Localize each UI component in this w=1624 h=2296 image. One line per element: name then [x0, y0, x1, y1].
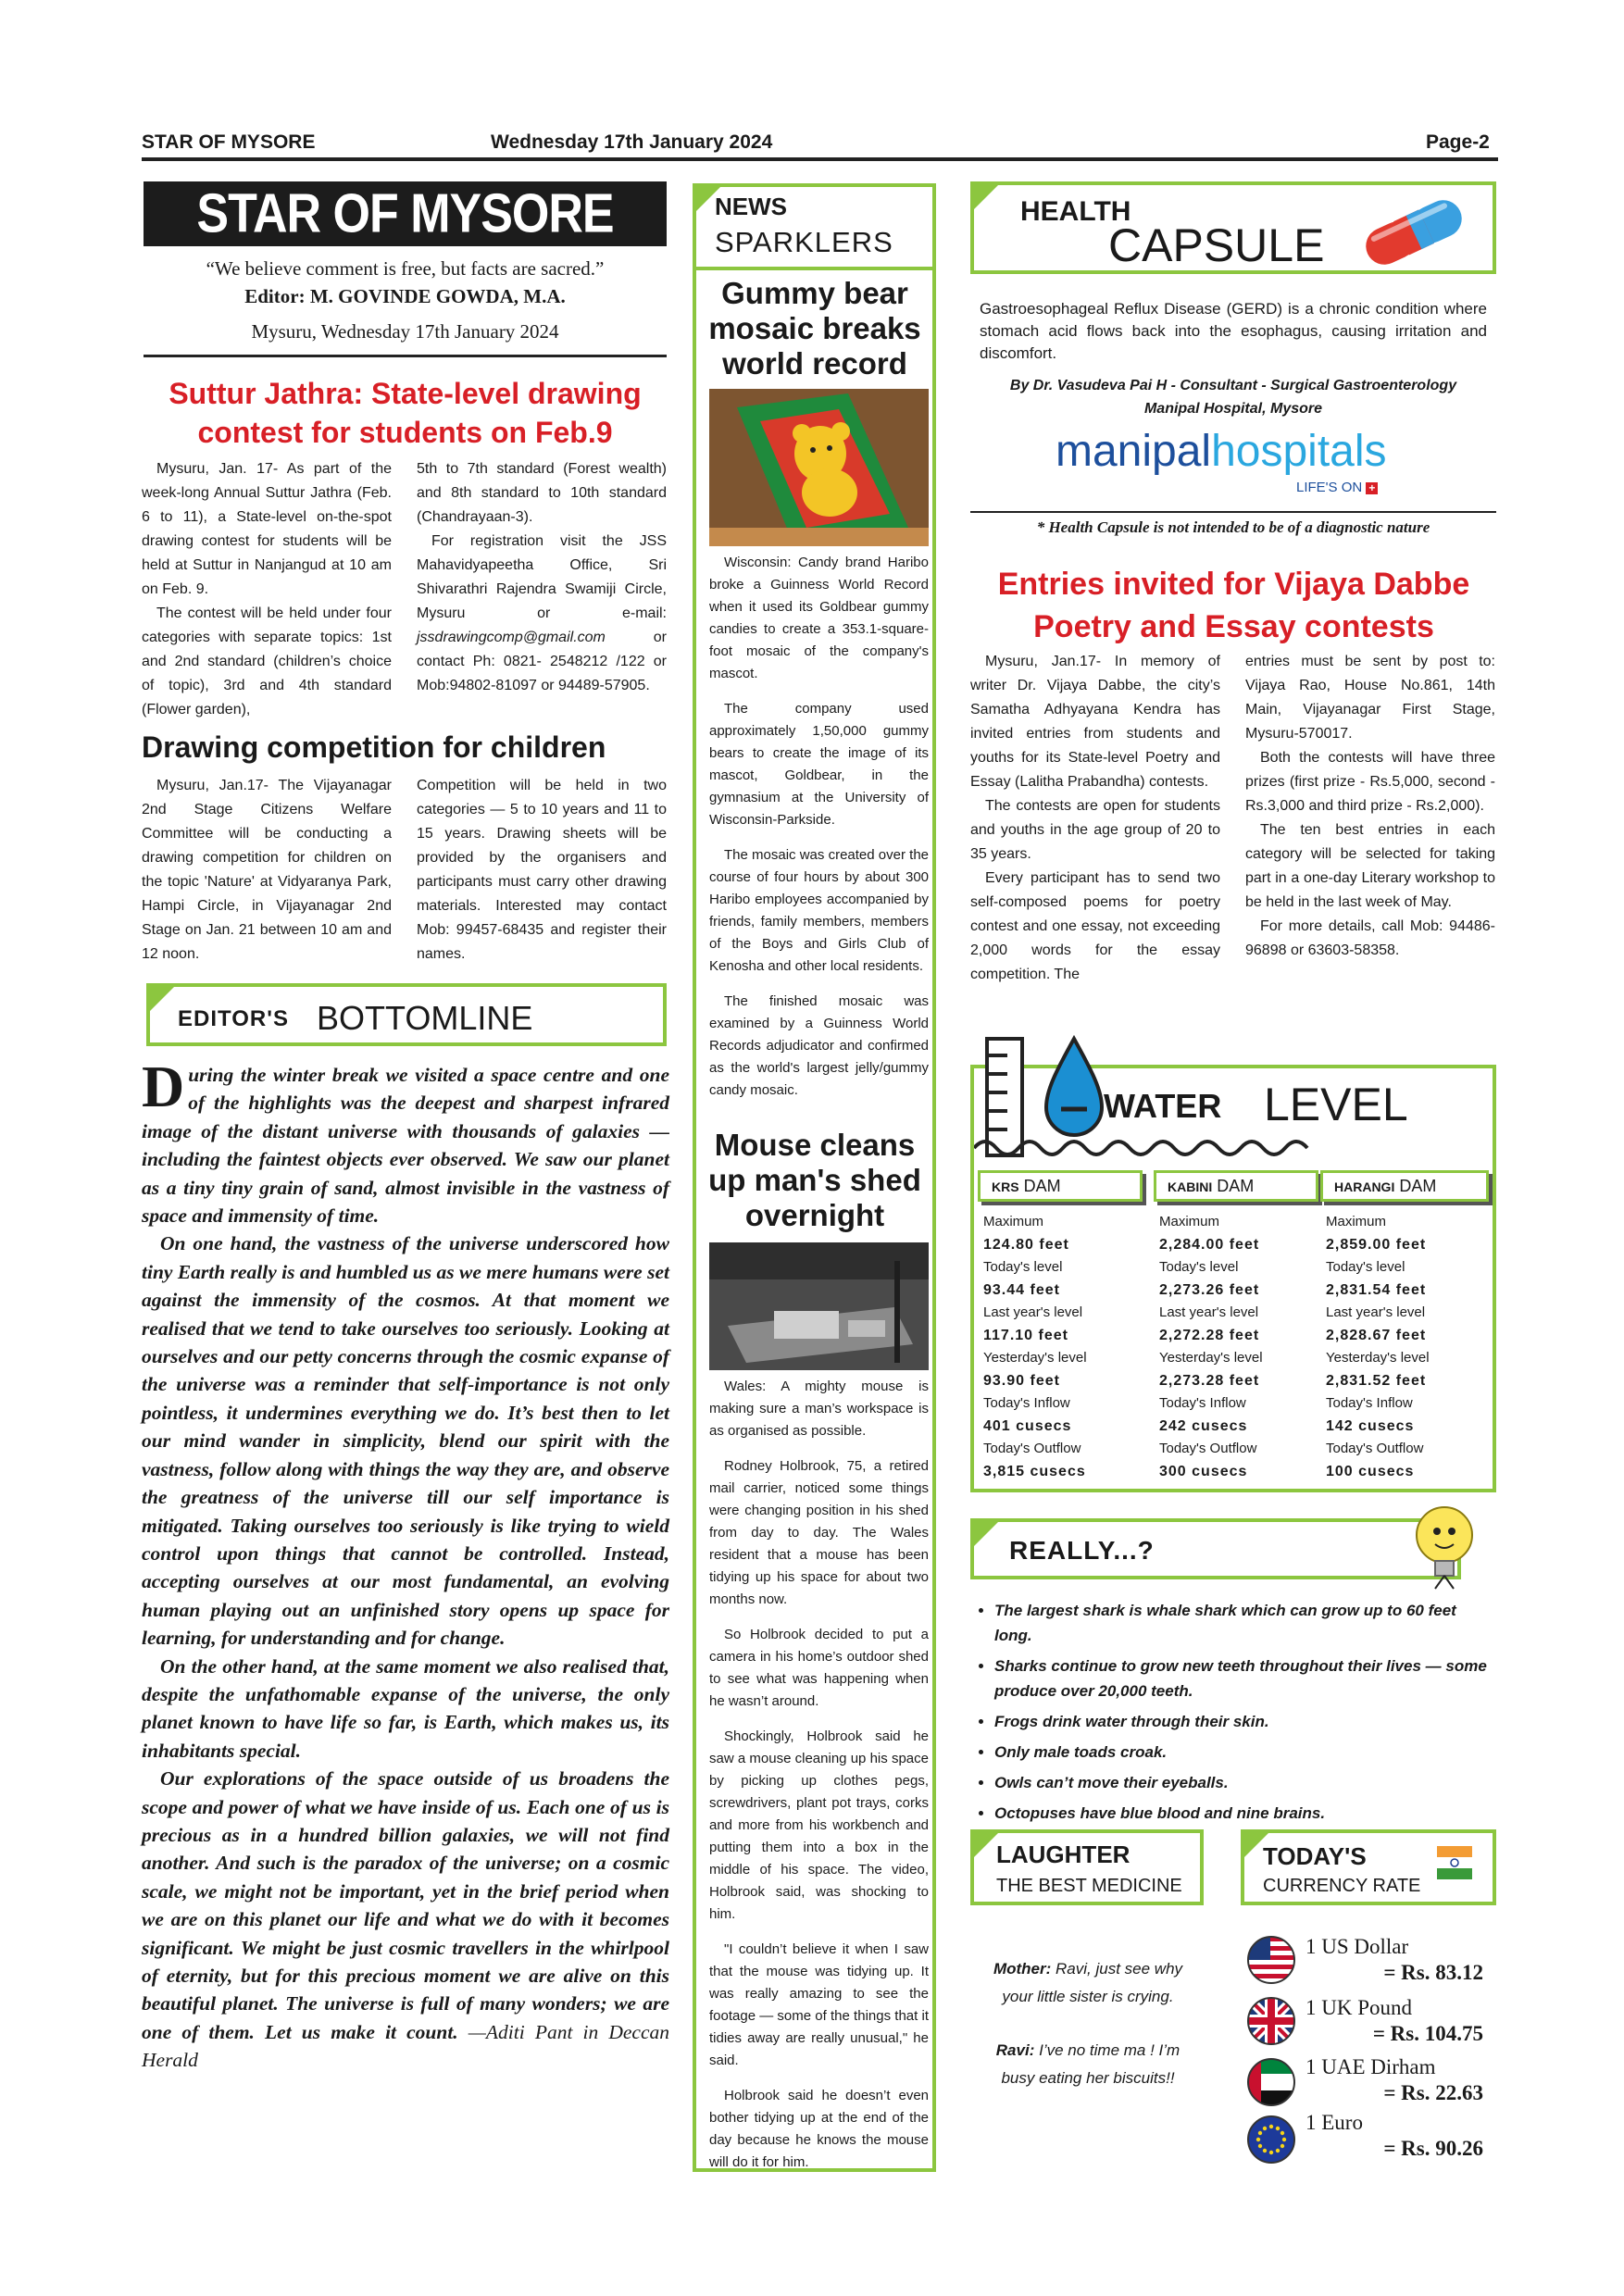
sparklers-label-b: SPARKLERS [715, 226, 893, 258]
bottomline-label-box [146, 983, 667, 1046]
dam-kabini-row-label-2: Last year's level [1159, 1304, 1259, 1320]
health-label-a: HEALTH [1020, 196, 1131, 227]
suttur-p1: Mysuru, Jan. 17- As part of the week-long Annual Suttur Jathra (Feb. 6 to 11), a State-level on-the-spot drawing contest for students will be held at Suttur in Nanjangud at 10 am on Feb. 9. [142, 461, 392, 597]
lightbulb-icon [1407, 1498, 1481, 1591]
really-item-3: • Only male toads croak. [994, 1740, 1496, 1765]
uk-flag-icon [1246, 1996, 1296, 2046]
dam-kabini-row-value-4: 242 cusecs [1159, 1417, 1248, 1434]
story2-p3: So Holbrook decided to put a camera in his home’s outdoor shed to see what was happening when he wasn’t around. [709, 1627, 929, 1709]
dam-harangi-row-value-5: 100 cusecs [1326, 1463, 1415, 1479]
bottomline-corner [146, 983, 178, 1015]
suttur-p5: or contact Ph: 0821- 2548212 /122 or Mob:94802-81097 or 94489-57905. [417, 630, 667, 693]
manipal-logo-b: hospitals [1211, 427, 1387, 476]
dam-harangi-row-value-3: 2,831.52 feet [1326, 1372, 1427, 1389]
dam-krs-row-value-1: 93.44 feet [983, 1281, 1060, 1298]
rate-value-0: = Rs. 83.12 [1383, 1961, 1483, 1984]
running-head-page: Page-2 [1426, 131, 1490, 153]
dam-krs-row-label-1: Today's level [983, 1259, 1063, 1275]
laughter-label-box [970, 1829, 1204, 1905]
suttur-email[interactable]: jssdrawingcomp@gmail.com [417, 630, 606, 645]
dam-kabini-row-value-5: 300 cusecs [1159, 1463, 1248, 1479]
vijaya-p7: For more details, call Mob: 94486-96898 or 63603-58358. [1245, 918, 1495, 958]
rate-value-3: = Rs. 90.26 [1383, 2137, 1483, 2160]
manipal-tagline [1296, 480, 1378, 495]
sparklers-label-a: NEWS [715, 193, 787, 220]
story1-title: Gummy bear mosaic breaks world record [708, 276, 921, 381]
dam-krs-name: KRS [992, 1179, 1019, 1194]
dam-harangi-row-value-2: 2,828.67 feet [1326, 1327, 1427, 1343]
uae-flag-icon [1246, 2057, 1296, 2107]
really-item-5: • Octopuses have blue blood and nine brains. [994, 1801, 1496, 1826]
running-head-paper: STAR OF MYSORE [142, 131, 316, 153]
dam-krs-row-label-5: Today's Outflow [983, 1441, 1081, 1456]
laughter-joke [981, 1955, 1194, 2092]
dam-harangi-row-value-4: 142 cusecs [1326, 1417, 1415, 1434]
story2-p6: Holbrook said he doesn’t even bother tidying up at the end of the day because he knows the mouse will do it for him. [709, 2088, 929, 2170]
masthead-logo-text: STAR OF MYSORE [196, 182, 614, 245]
story1-body [709, 552, 929, 1102]
laughter-speaker-2: Ravi: [995, 2041, 1035, 2059]
rate-unit-1: 1 UK Pound [1305, 1996, 1413, 2019]
suttur-headline: Suttur Jathra: State-level drawing contest for students on Feb.9 [169, 377, 642, 449]
capsule-pill-icon [1344, 191, 1483, 274]
dam-kabini-row-label-3: Yesterday's level [1159, 1350, 1263, 1366]
dam-harangi [1320, 1170, 1489, 1483]
currency-label-a: TODAY'S [1263, 1842, 1367, 1870]
story1-p4: The finished mosaic was examined by a Guinness World Records adjudicator and confirmed as the world's largest jelly/gummy candy mosaic. [709, 993, 929, 1098]
dam-harangi-name: HARANGI [1334, 1179, 1395, 1194]
laughter-speaker-1: Mother: [993, 1960, 1052, 1978]
header-rule [142, 157, 1498, 161]
health-byline [970, 374, 1496, 420]
dam-krs [978, 1170, 1143, 1483]
really-item-2: • Frogs drink water through their skin. [994, 1709, 1496, 1734]
bottomline-p2: On one hand, the vastness of the universe underscored how tiny Earth really is and humbled us as we mere humans were set against the immensity of the cosmos. At that moment we realised that we tend to take ourselves too seriously. Looking at ourselves and our petty concerns through the cosmic expanse of the universe was a reminder that self-importance is not only pointless, it undermines everything we do. It’s best then to let our mind wander in simplicity, blend our spirit with the vastness, follow along with things the way they are, and observe the greatness of the universe till our self importance is mitigated. Taking ourselves too seriously is like trying to wield control upon things that cannot be controlled. Instead, accepting ourselves at our most fundamental, an evolving human playing out an unfinished story opens up space for learning, for understanding and for change. [142, 1232, 669, 1650]
dam-kabini-label [1154, 1170, 1318, 1202]
really-item-0: • The largest shark is whale shark which can grow up to 60 feet long. [994, 1598, 1496, 1648]
dam-kabini [1154, 1170, 1318, 1483]
dam-krs-row-value-4: 401 cusecs [983, 1417, 1072, 1434]
bottomline-body [142, 1054, 670, 2075]
story2-body [709, 1376, 929, 2174]
story2-p1: Wales: A mighty mouse is making sure a man’s workspace is as organised as possible. [709, 1379, 929, 1439]
masthead-logo [144, 181, 667, 246]
gummy-mosaic-photo [709, 389, 929, 546]
health-disclaimer: * Health Capsule is not intended to be of a diagnostic nature [1036, 518, 1430, 536]
rate-value-2: = Rs. 22.63 [1383, 2081, 1483, 2104]
dam-kabini-row-value-1: 2,273.26 feet [1159, 1281, 1260, 1298]
really-item-1: • Sharks continue to grow new teeth throughout their lives — some produce over 20,000 teeth. [994, 1653, 1496, 1703]
dam-harangi-row-value-1: 2,831.54 feet [1326, 1281, 1427, 1298]
dam-kabini-row-value-2: 2,272.28 feet [1159, 1327, 1260, 1343]
suttur-col1 [142, 457, 392, 722]
laughter-text-1: Ravi, just see why your little sister is crying. [1002, 1960, 1183, 2005]
bottomline-p3: On the other hand, at the same moment we also realised that, despite the unfathomable expanse of the universe, the only planet known to have life so far, is Earth, which makes us, its inhabitants special. [142, 1654, 669, 1762]
dam-kabini-rows [1154, 1211, 1318, 1483]
story2-title: Mouse cleans up man's shed overnight [708, 1128, 921, 1232]
bottomline-p1: uring the winter break we visited a space centre and one of the highlights was the deepest and sharpest infrared image of the distant universe with thousands of galaxies — including the faintest objects ever observed. We saw our planet as a tiny tiny grain of sand, almost invisible in the vastness of space and immensity of time. [142, 1064, 669, 1228]
dam-krs-row-value-0: 124.80 feet [983, 1236, 1069, 1253]
story1-p3: The mosaic was created over the course of four hours by about 300 Haribo employees accompanied by friends, family members, members of the Boys and Girls Club of Kenosha and other local residents. [709, 847, 929, 974]
dam-harangi-row-label-1: Today's level [1326, 1259, 1405, 1275]
suttur-col2 [417, 457, 667, 698]
rate-unit-3: 1 Euro [1305, 2111, 1363, 2134]
manipal-logo-a: manipal [1056, 427, 1212, 476]
really-label: REALLY...? [1009, 1536, 1155, 1565]
sparklers-label-box [693, 183, 936, 270]
vijaya-p1: Mysuru, Jan.17- In memory of writer Dr. Vijaya Dabbe, the city’s Samatha Adhyayana Kendra has invited entries from students and youths for its State-level Poetry and Essay (Lalitha Prabandha) contests. [970, 654, 1220, 790]
eu-flag-icon [1246, 2115, 1296, 2165]
bottomline-credit: —Aditi Pant in Deccan Herald [142, 2020, 670, 2072]
bottomline-label-a: EDITOR'S [178, 1006, 289, 1031]
dam-harangi-row-label-2: Last year's level [1326, 1304, 1426, 1320]
rate-unit-0: 1 US Dollar [1305, 1935, 1409, 1958]
health-byline-1: By Dr. Vasudeva Pai H - Consultant - Surgical Gastroenterology [1009, 378, 1457, 393]
dam-harangi-row-label-4: Today's Inflow [1326, 1395, 1413, 1411]
plus-icon: + [1366, 482, 1378, 494]
dam-krs-row-label-3: Yesterday's level [983, 1350, 1087, 1366]
dam-krs-row-value-3: 93.90 feet [983, 1372, 1060, 1389]
dam-kabini-row-label-1: Today's level [1159, 1259, 1239, 1275]
dam-harangi-row-label-3: Yesterday's level [1326, 1350, 1430, 1366]
rate-unit-2: 1 UAE Dirham [1305, 2055, 1436, 2078]
vijaya-p5: Both the contests will have three prizes (first prize - Rs.5,000, second - Rs.3,000 and third prize - Rs.2,000). [1245, 750, 1495, 814]
gummy-mosaic-illustration [709, 389, 929, 546]
dam-harangi-row-value-0: 2,859.00 feet [1326, 1236, 1427, 1253]
running-head-date: Wednesday 17th January 2024 [491, 131, 773, 153]
dam-kabini-name: KABINI [1168, 1179, 1213, 1194]
dam-harangi-word: DAM [1399, 1177, 1437, 1195]
water-label-a: WATER [1104, 1087, 1222, 1125]
us-flag-icon [1246, 1935, 1296, 1985]
dam-kabini-word: DAM [1217, 1177, 1255, 1195]
dam-krs-word: DAM [1023, 1177, 1061, 1195]
rate-value-1: = Rs. 104.75 [1372, 2022, 1483, 2045]
bottomline-dropcap: D [142, 1054, 185, 1119]
story2-p5: "I couldn’t believe it when I saw that the mouse was tidying up. It was really amazing to see the footage — some of the things that it tidies away are really unusual," he said. [709, 1941, 929, 2068]
health-label-b: CAPSULE [1108, 219, 1325, 271]
bottomline-label-b: BOTTOMLINE [317, 999, 533, 1037]
currency-label-b: CURRENCY RATE [1263, 1876, 1421, 1896]
water-label-b: LEVEL [1264, 1079, 1408, 1130]
drawing-col1: Mysuru, Jan.17- The Vijayanagar 2nd Stage Citizens Welfare Committee will be conducting a drawing competition for children on the topic 'Nature' at Vidyaranya Park, Hampi Circle, in Vijayanagar 2nd Stage on Jan. 21 between 10 am and 12 noon. [142, 778, 392, 962]
story1-p1: Wisconsin: Candy brand Haribo broke a Guinness World Record when it used its Goldbear gummy candies to create a 353.1-square-foot mosaic of the company's mascot. [709, 555, 929, 681]
vijaya-col1 [970, 650, 1220, 987]
suttur-p3: 5th to 7th standard (Forest wealth) and 8th standard to 10th standard (Chandrayaan-3). [417, 461, 667, 525]
really-label-box [970, 1518, 1461, 1579]
suttur-p4: For registration visit the JSS Mahavidyapeetha Office, Sri Shivarathri Rajendra Swamiji Circle, Mysuru or e-mail: [417, 533, 667, 621]
story2-p2: Rodney Holbrook, 75, a retired mail carrier, noticed some things were changing position in his shed from day to day. The Wales resident that a mouse has been tidying up his space for about two months now. [709, 1458, 929, 1607]
dam-harangi-rows [1320, 1211, 1489, 1483]
really-corner [970, 1518, 1002, 1550]
dam-krs-label [978, 1170, 1143, 1202]
really-item-4: • Owls can’t move their eyeballs. [994, 1770, 1496, 1795]
bottomline-p4: Our explorations of the space outside of us broadens the scope and power of what we have inside of us. Each one of us is precious as in a hundred billion galaxies, we will not find another. And such is the paradox of the universe; on a cosmic scale, we might not be important, yet in the brief period when we are on this planet our life and what we do with it becomes significant. We might be just cosmic travellers in the whirlpool of eternity, but for this precious moment we are alive on this beautiful planet. The universe is full of many wonders; we are one of them. Let us make it count. [142, 1767, 669, 2043]
masthead-motto: “We believe comment is free, but facts are sacred.” [206, 257, 605, 280]
dam-kabini-row-label-0: Maximum [1159, 1214, 1220, 1229]
health-byline-2: Manipal Hospital, Mysore [1143, 401, 1323, 417]
vijaya-p4: entries must be sent by post to: Vijaya Rao, House No.861, 14th Main, Vijayanagar First Stage, Mysuru-570017. [1245, 654, 1495, 742]
laughter-label-a: LAUGHTER [996, 1841, 1131, 1868]
health-text: Gastroesophageal Reflux Disease (GERD) is a chronic condition where stomach acid flows back into the esophagus, causing irritation and discomfort. [980, 300, 1487, 362]
india-flag-icon [1433, 1842, 1476, 1885]
suttur-p2: The contest will be held under four categories with separate topics: 1st and 2nd standard (children’s choice of topic), 3rd and 4th standard (Flower garden), [142, 605, 392, 718]
laughter-text-2: I’ve no time ma ! I’m busy eating her biscuits!! [1001, 2041, 1181, 2087]
vijaya-p2: The contests are open for students and youths in the age group of 20 to 35 years. [970, 798, 1220, 862]
drawing-col2: Competition will be held in two categories — 5 to 10 years and 11 to 15 years. Drawing sheets will be provided by the organisers and participants must carry other drawing materials. Interested may contact Mob: 99457-68435 and register their names. [417, 778, 667, 962]
dam-krs-row-label-0: Maximum [983, 1214, 1044, 1229]
health-corner [970, 181, 1002, 213]
vijaya-col2 [1245, 650, 1495, 963]
health-rule [970, 511, 1496, 513]
vijaya-p3: Every participant has to send two self-composed poems for poetry contest and one essay, not exceeding 2,000 words for the essay competition. The [970, 870, 1220, 982]
vijaya-p6: The ten best entries in each category will be selected for taking part in a one-day Literary workshop to be held in the last week of May. [1245, 822, 1495, 910]
dam-krs-row-value-2: 117.10 feet [983, 1327, 1068, 1343]
dam-harangi-row-label-0: Maximum [1326, 1214, 1387, 1229]
laughter-label-b: THE BEST MEDICINE [996, 1876, 1182, 1896]
mouse-shed-illustration [709, 1242, 929, 1370]
dam-krs-rows [978, 1211, 1143, 1483]
masthead-editor: Editor: M. GOVINDE GOWDA, M.A. [244, 285, 566, 307]
drawing-headline: Drawing competition for children [142, 730, 606, 764]
dam-krs-row-label-2: Last year's level [983, 1304, 1083, 1320]
vijaya-headline: Entries invited for Vijaya Dabbe Poetry and Essay contests [997, 567, 1470, 644]
dam-krs-row-value-5: 3,815 cusecs [983, 1463, 1086, 1479]
dam-kabini-row-value-0: 2,284.00 feet [1159, 1236, 1260, 1253]
dam-kabini-row-label-4: Today's Inflow [1159, 1395, 1246, 1411]
dam-krs-row-label-4: Today's Inflow [983, 1395, 1070, 1411]
masthead-rule [144, 355, 667, 357]
manipal-logo [1056, 426, 1387, 478]
manipal-tagline-text: LIFE'S ON [1296, 480, 1363, 495]
really-list [972, 1598, 1496, 1831]
dam-kabini-row-value-3: 2,273.28 feet [1159, 1372, 1260, 1389]
dam-harangi-row-label-5: Today's Outflow [1326, 1441, 1424, 1456]
masthead-dateline: Mysuru, Wednesday 17th January 2024 [251, 320, 559, 343]
story2-p4: Shockingly, Holbrook said he saw a mouse cleaning up his space by picking up clothes pegs, screwdrivers, plant pot trays, corks and more from his workbench and putting them into a box in the middle of his space. The video, Holbrook said, was shocking to him. [709, 1728, 929, 1922]
water-waves-icon [974, 1133, 1493, 1163]
dam-harangi-label [1320, 1170, 1489, 1202]
story1-p2: The company used approximately 1,50,000 gummy bears to create the image of its mascot, Goldbear, in the gymnasium at the University of Wisconsin-Parkside. [709, 701, 929, 828]
dam-kabini-row-label-5: Today's Outflow [1159, 1441, 1257, 1456]
mouse-shed-photo [709, 1242, 929, 1370]
